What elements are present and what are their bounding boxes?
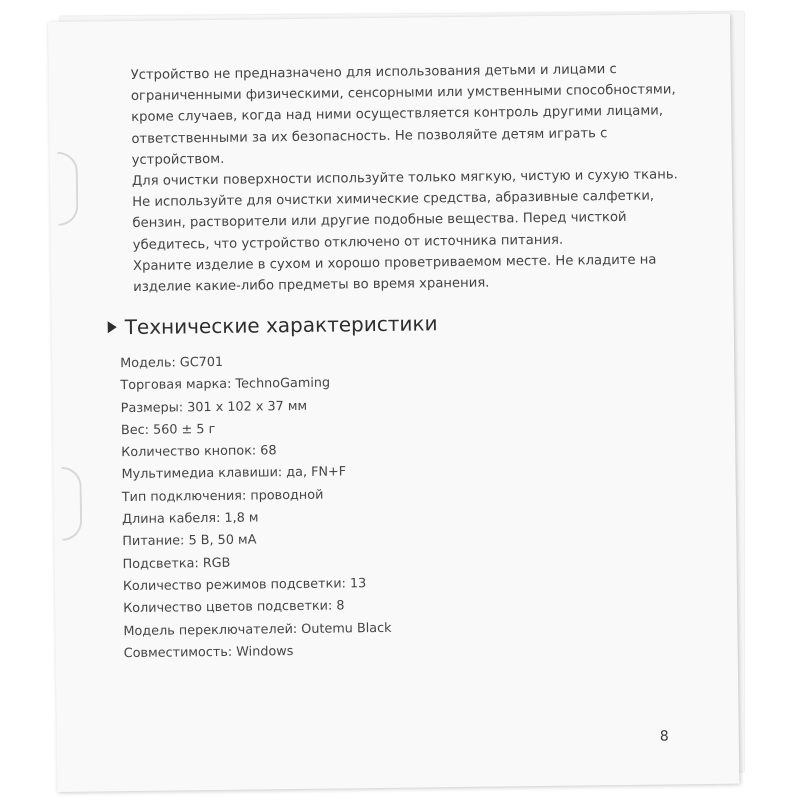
triangle-bullet-icon (108, 321, 117, 333)
spec-power: Питание: 5 В, 50 мА (122, 532, 257, 550)
spec-key-count: Количество кнопок: 68 (121, 443, 277, 461)
spec-switch-model: Модель переключателей: Outemu Black (123, 620, 392, 639)
binding-staple-bottom (61, 467, 82, 541)
specs-list (120, 350, 392, 665)
spec-connection-type: Тип подключения: проводной (121, 487, 324, 505)
binding-staple-top (58, 152, 79, 226)
paragraph-storage: Храните изделие в сухом и хорошо проветриваемом месте. Не кладите на изделие какие-либо предметы во время хранения. (132, 252, 657, 296)
safety-instructions (131, 58, 694, 298)
page-number: 8 (659, 728, 669, 745)
spec-compatibility: Совместимость: Windows (123, 643, 294, 661)
spec-brand: Торговая марка: TechnoGaming (120, 375, 331, 394)
specs-heading-text: Технические характеристики (124, 311, 438, 340)
spec-multimedia-keys: Мультимедиа клавиши: да, FN+F (121, 464, 347, 483)
spec-dimensions: Размеры: 301 x 102 x 37 мм (120, 398, 308, 416)
specs-heading (108, 311, 438, 339)
spec-backlight-modes: Количество режимов подсветки: 13 (122, 576, 367, 595)
spec-backlight: Подсветка: RGB (122, 555, 231, 572)
paragraph-cleaning: Для очистки поверхности используйте только мягкую, чистую и сухую ткань. Не используйте для очистки химические средства, абразивные салфетки, бензин, растворители или другие подобные вещества. Перед чисткой убедитесь, что устройство отключено от источника питания. (131, 167, 678, 253)
spec-backlight-colors: Количество цветов подсветки: 8 (123, 598, 345, 617)
spec-model: Модель: GC701 (120, 354, 224, 372)
paragraph-children-safety: Устройство не предназначено для использования детьми и лицами с ограниченными физическими, сенсорными или умственными способностями, кроме случаев, когда над ними осуществляется контроль другими лицами, ответственными за их безопасность. Не позволяйте детям играть с устройством. (130, 62, 676, 168)
spec-weight: Вес: 560 ± 5 г (120, 421, 216, 439)
manual-page (48, 14, 739, 792)
spec-cable-length: Длина кабеля: 1,8 м (121, 510, 259, 528)
